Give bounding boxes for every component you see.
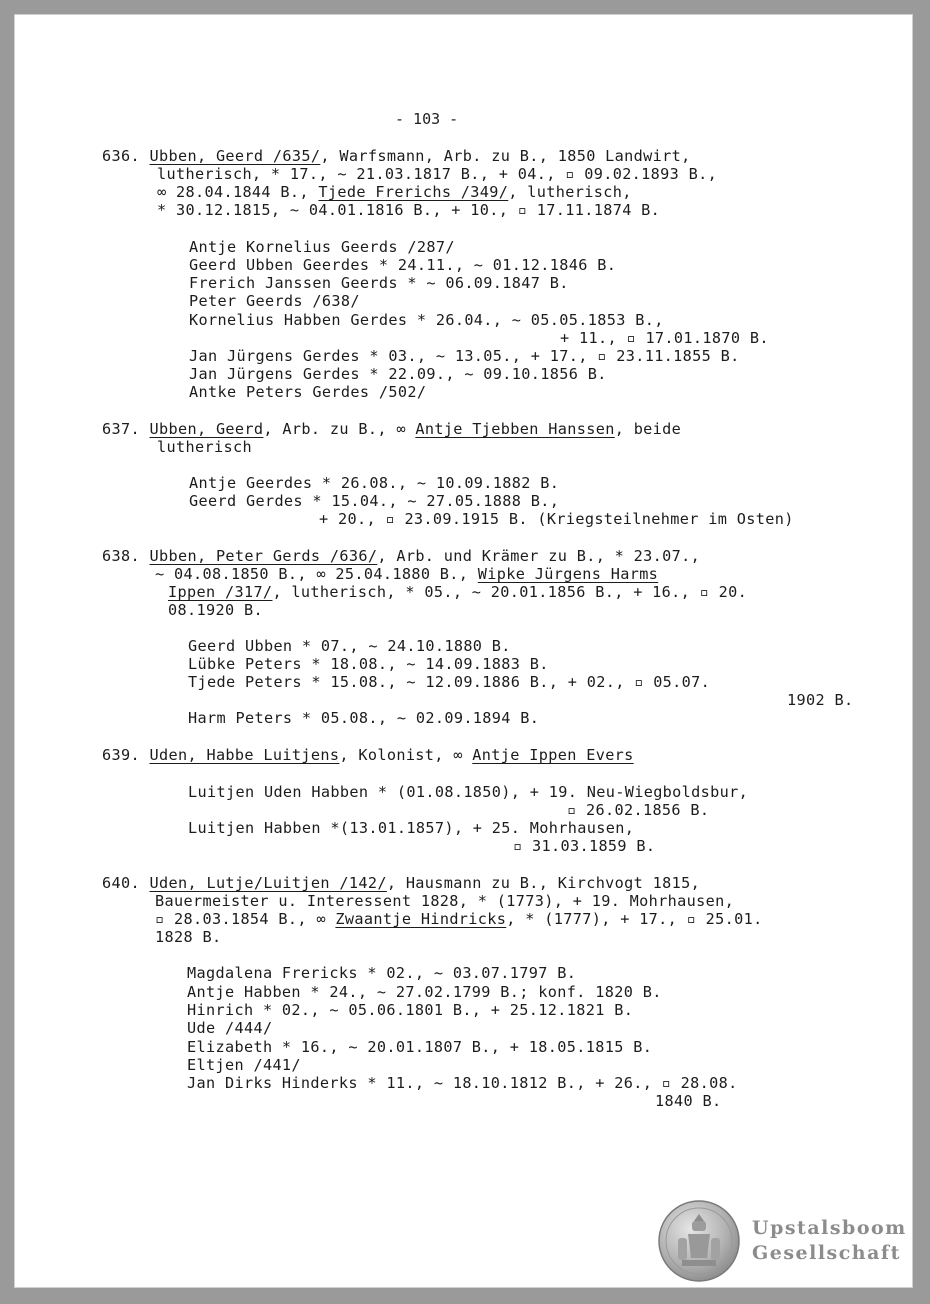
entry-name: Uden, Lutje/Luitjen /142/ xyxy=(149,874,387,892)
entry-638-line-3: Ippen /317/, lutherisch, * 05., ~ 20.01.1856 B., + 16., ▫ 20. xyxy=(168,583,748,601)
seal-logo-icon xyxy=(658,1200,740,1282)
child-line: Luitjen Uden Habben * (01.08.1850), + 19. Neu-Wiegboldsbur, xyxy=(188,783,749,801)
child-line: Antke Peters Gerdes /502/ xyxy=(189,383,427,401)
entry-636-line-2: lutherisch, * 17., ~ 21.03.1817 B., + 04., ▫ 09.02.1893 B., xyxy=(157,165,718,183)
child-line: Eltjen /441/ xyxy=(187,1056,301,1074)
child-line: Jan Dirks Hinderks * 11., ~ 18.10.1812 B., + 26., ▫ 28.08. xyxy=(187,1074,738,1092)
child-line: Magdalena Frericks * 02., ~ 03.07.1797 B. xyxy=(187,964,577,982)
logo-text-line-1: Upstalsboom xyxy=(752,1217,907,1239)
entry-639-line-1: 639. Uden, Habbe Luitjens, Kolonist, ∞ Antje Ippen Evers xyxy=(102,746,634,764)
spouse-name: Ippen /317/ xyxy=(168,583,273,601)
child-line: Antje Habben * 24., ~ 27.02.1799 B.; konf. 1820 B. xyxy=(187,983,662,1001)
child-line: Jan Jürgens Gerdes * 03., ~ 13.05., + 17., ▫ 23.11.1855 B. xyxy=(189,347,740,365)
entry-number: 637. xyxy=(102,420,140,438)
child-line: Luitjen Habben *(13.01.1857), + 25. Mohrhausen, xyxy=(188,819,635,837)
entry-636-line-4: * 30.12.1815, ~ 04.01.1816 B., + 10., ▫ 17.11.1874 B. xyxy=(157,201,661,219)
spouse-name: Wipke Jürgens Harms xyxy=(477,565,659,583)
entry-number: 640. xyxy=(102,874,140,892)
entry-636-line-1: 636. Ubben, Geerd /635/, Warfsmann, Arb. zu B., 1850 Landwirt, xyxy=(102,147,691,165)
child-line: Elizabeth * 16., ~ 20.01.1807 B., + 18.05.1815 B. xyxy=(187,1038,653,1056)
child-line: Hinrich * 02., ~ 05.06.1801 B., + 25.12.1821 B. xyxy=(187,1001,634,1019)
child-line-continuation: 1840 B. xyxy=(655,1092,722,1110)
entry-640-line-4: 1828 B. xyxy=(155,928,222,946)
child-line-continuation: ▫ 31.03.1859 B. xyxy=(513,837,656,855)
child-line: Antje Geerdes * 26.08., ~ 10.09.1882 B. xyxy=(189,474,560,492)
child-line: Antje Kornelius Geerds /287/ xyxy=(189,238,455,256)
child-line: Geerd Ubben * 07., ~ 24.10.1880 B. xyxy=(188,637,511,655)
child-line: Geerd Gerdes * 15.04., ~ 27.05.1888 B., xyxy=(189,492,560,510)
spouse-name: Tjede Frerichs /349/ xyxy=(318,183,509,201)
spouse-name: Zwaantje Hindricks xyxy=(335,910,507,928)
child-line: Lübke Peters * 18.08., ~ 14.09.1883 B. xyxy=(188,655,549,673)
child-line: Geerd Ubben Geerdes * 24.11., ~ 01.12.1846 B. xyxy=(189,256,617,274)
child-line: Peter Geerds /638/ xyxy=(189,292,360,310)
child-line: Kornelius Habben Gerdes * 26.04., ~ 05.05.1853 B., xyxy=(189,311,664,329)
logo-text-line-2: Gesellschaft xyxy=(752,1242,901,1264)
entry-638-line-2: ~ 04.08.1850 B., ∞ 25.04.1880 B., Wipke Jürgens Harms xyxy=(155,565,659,583)
entry-number: 636. xyxy=(102,147,140,165)
child-line-continuation: ▫ 26.02.1856 B. xyxy=(567,801,710,819)
child-line: Harm Peters * 05.08., ~ 02.09.1894 B. xyxy=(188,709,540,727)
child-line-continuation: + 11., ▫ 17.01.1870 B. xyxy=(560,329,769,347)
spouse-name: Antje Ippen Evers xyxy=(472,746,634,764)
entry-number: 639. xyxy=(102,746,140,764)
entry-637-line-2: lutherisch xyxy=(157,438,252,456)
child-line: Frerich Janssen Geerds * ~ 06.09.1847 B. xyxy=(189,274,569,292)
child-line: Ude /444/ xyxy=(187,1019,273,1037)
entry-638-line-4: 08.1920 B. xyxy=(168,601,263,619)
entry-name: Uden, Habbe Luitjens xyxy=(149,746,340,764)
entry-640-line-3: ▫ 28.03.1854 B., ∞ Zwaantje Hindricks, * (1777), + 17., ▫ 25.01. xyxy=(155,910,763,928)
entry-640-line-2: Bauermeister u. Interessent 1828, * (1773), + 19. Mohrhausen, xyxy=(155,892,735,910)
page-number: - 103 - xyxy=(395,110,459,128)
entry-640-line-1: 640. Uden, Lutje/Luitjen /142/, Hausmann zu B., Kirchvogt 1815, xyxy=(102,874,701,892)
entry-636-line-3: ∞ 28.04.1844 B., Tjede Frerichs /349/, lutherisch, xyxy=(157,183,632,201)
child-line: Tjede Peters * 15.08., ~ 12.09.1886 B., + 02., ▫ 05.07. xyxy=(188,673,711,691)
child-line-continuation: + 20., ▫ 23.09.1915 B. (Kriegsteilnehmer im Osten) xyxy=(319,510,794,528)
entry-638-line-1: 638. Ubben, Peter Gerds /636/, Arb. und Krämer zu B., * 23.07., xyxy=(102,547,701,565)
entry-name: Ubben, Geerd xyxy=(149,420,264,438)
child-line: Jan Jürgens Gerdes * 22.09., ~ 09.10.1856 B. xyxy=(189,365,607,383)
entry-name: Ubben, Peter Gerds /636/ xyxy=(149,547,378,565)
entry-name: Ubben, Geerd /635/ xyxy=(149,147,321,165)
entry-637-line-1: 637. Ubben, Geerd, Arb. zu B., ∞ Antje Tjebben Hanssen, beide xyxy=(102,420,682,438)
child-line-continuation: 1902 B. xyxy=(787,691,854,709)
entry-number: 638. xyxy=(102,547,140,565)
spouse-name: Antje Tjebben Hanssen xyxy=(415,420,615,438)
